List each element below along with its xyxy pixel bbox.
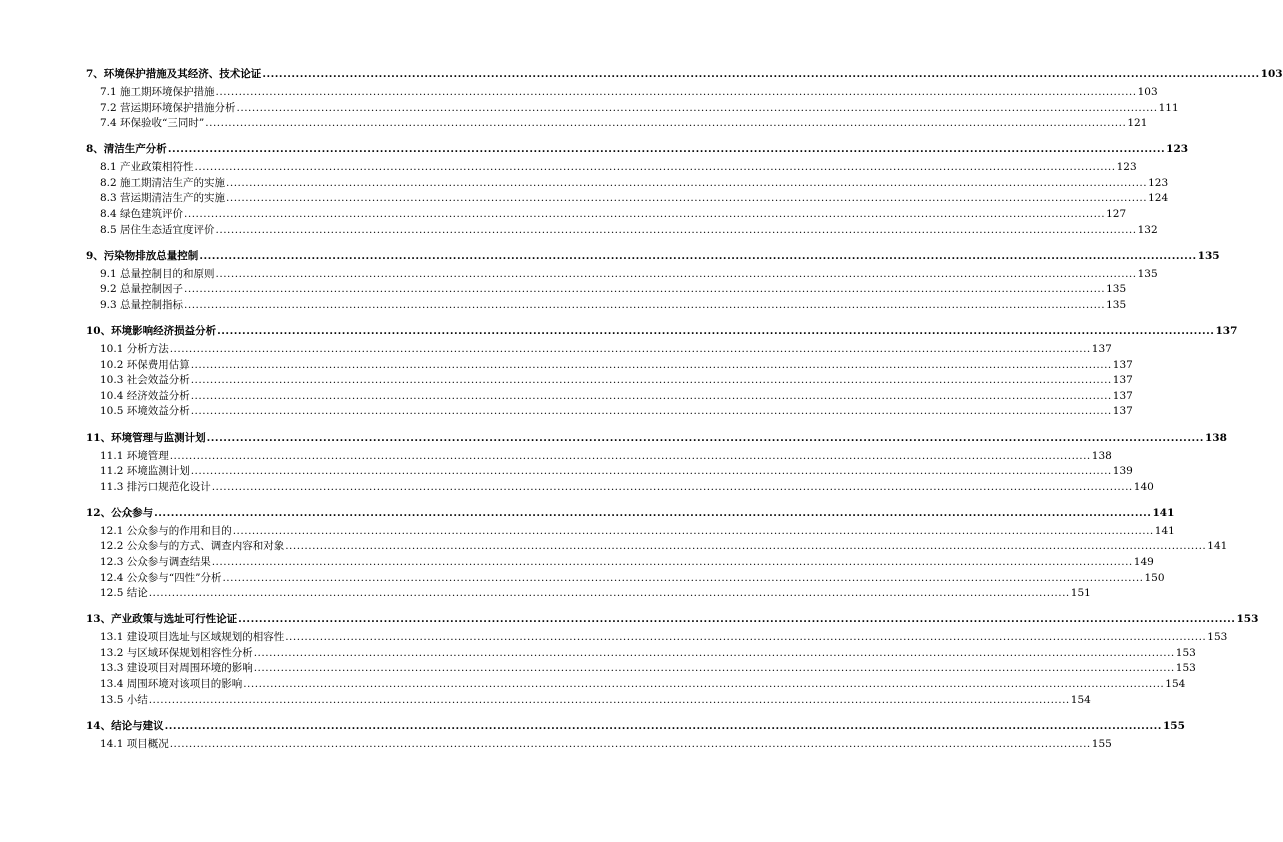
toc-page-number: 141 [1152,506,1175,519]
toc-section-entry[interactable] [86,160,1137,176]
toc-section-entry[interactable] [86,524,1175,540]
toc-dot-leader: ................................................................................................................................................................................................................................................ [184,208,1106,221]
toc-chapter-entry[interactable] [86,609,1259,630]
toc-chapter-entry[interactable] [86,64,1283,85]
toc-dot-leader: ................................................................................................................................................................................................................................................ [253,646,1175,659]
toc-entry-title: 10、环境影响经济损益分析 [86,325,217,338]
toc-entry-title: 13.5 小结 [100,693,148,706]
toc-dot-leader: ................................................................................................................................................................................................................................................ [217,325,1215,338]
toc-section-entry[interactable] [86,677,1186,693]
toc-dot-leader: ................................................................................................................................................................................................................................................ [226,176,1148,189]
toc-page-number: 137 [1091,343,1112,356]
toc-section-entry[interactable] [86,404,1133,420]
toc-dot-leader: ................................................................................................................................................................................................................................................ [169,343,1091,356]
toc-dot-leader: ................................................................................................................................................................................................................................................ [194,161,1116,174]
toc-dot-leader: ................................................................................................................................................................................................................................................ [184,298,1106,311]
toc-section-entry[interactable] [86,571,1165,587]
toc-entry-title: 14.1 项目概况 [100,737,169,750]
toc-section-entry[interactable] [86,661,1196,677]
toc-entry-title: 7.4 环保验收“三同时” [100,117,205,130]
toc-dot-leader: ................................................................................................................................................................................................................................................ [199,249,1197,262]
toc-dot-leader: ................................................................................................................................................................................................................................................ [164,719,1162,732]
toc-entry-title: 11.3 排污口规范化设计 [100,480,211,493]
toc-dot-leader: ................................................................................................................................................................................................................................................ [190,358,1112,371]
toc-entry-title: 11.1 环境管理 [100,449,169,462]
toc-entry-title: 8、清洁生产分析 [86,143,167,156]
toc-section-entry[interactable] [86,282,1127,298]
toc-dot-leader: ................................................................................................................................................................................................................................................ [236,101,1158,114]
toc-entry-title: 12.1 公众参与的作用和目的 [100,524,232,537]
toc-entry-title: 14、结论与建议 [86,719,164,732]
toc-chapter-entry[interactable] [86,321,1238,342]
toc-section-entry[interactable] [86,464,1133,480]
toc-section-entry[interactable] [86,630,1228,646]
toc-dot-leader: ................................................................................................................................................................................................................................................ [190,374,1112,387]
toc-dot-leader: ................................................................................................................................................................................................................................................ [232,524,1154,537]
toc-entry-title: 13.2 与区域环保规划相容性分析 [100,646,253,659]
toc-entry-title: 13.4 周围环境对该项目的影响 [100,678,243,691]
toc-entry-title: 9、污染物排放总量控制 [86,249,199,262]
table-of-contents [86,64,1283,752]
toc-section-entry[interactable] [86,693,1091,709]
toc-dot-leader: ................................................................................................................................................................................................................................................ [169,737,1091,750]
toc-page-number: 155 [1091,737,1112,750]
toc-section-entry[interactable] [86,116,1148,132]
toc-page-number: 138 [1204,431,1227,444]
toc-section-entry[interactable] [86,223,1158,239]
toc-section-entry[interactable] [86,373,1133,389]
toc-dot-leader: ................................................................................................................................................................................................................................................ [148,693,1070,706]
toc-dot-leader: ................................................................................................................................................................................................................................................ [285,540,1207,553]
toc-entry-title: 12.3 公众参与调查结果 [100,555,211,568]
toc-section-entry[interactable] [86,389,1133,405]
toc-page-number: 151 [1070,587,1091,600]
toc-section-entry[interactable] [86,539,1228,555]
toc-chapter-entry[interactable] [86,428,1227,449]
toc-entry-title: 10.3 社会效益分析 [100,374,190,387]
toc-section-entry[interactable] [86,191,1169,207]
toc-entry-title: 12.5 结论 [100,587,148,600]
toc-entry-title: 11.2 环境监测计划 [100,465,190,478]
toc-page-number: 137 [1112,358,1133,371]
toc-dot-leader: ................................................................................................................................................................................................................................................ [167,143,1166,156]
toc-entry-title: 9.3 总量控制指标 [100,298,184,311]
toc-page-number: 135 [1106,283,1127,296]
toc-dot-leader: ................................................................................................................................................................................................................................................ [238,613,1236,626]
toc-page-number: 135 [1106,298,1127,311]
toc-page-number: 153 [1207,631,1228,644]
toc-chapter-entry[interactable] [86,716,1185,737]
toc-page-number: 103 [1137,86,1158,98]
toc-page-number: 154 [1165,678,1186,691]
toc-section-entry[interactable] [86,737,1112,753]
toc-entry-title: 12.4 公众参与“四性”分析 [100,571,222,584]
toc-entry-title: 9.2 总量控制因子 [100,283,184,296]
toc-entry-title: 7.2 营运期环境保护措施分析 [100,101,236,114]
toc-page-number: 154 [1070,693,1091,706]
toc-page-number: 111 [1158,101,1179,114]
toc-section-entry[interactable] [86,555,1154,571]
toc-entry-title: 10.2 环保费用估算 [100,358,190,371]
toc-page-number: 149 [1133,555,1154,568]
toc-section-entry[interactable] [86,646,1196,662]
toc-page-number: 127 [1106,208,1127,221]
toc-section-entry[interactable] [86,85,1158,101]
toc-dot-leader: ................................................................................................................................................................................................................................................ [253,662,1175,675]
toc-entry-title: 8.5 居住生态适宜度评价 [100,223,215,236]
toc-page-number: 137 [1112,374,1133,387]
toc-page-number: 124 [1148,192,1169,205]
toc-dot-leader: ................................................................................................................................................................................................................................................ [190,465,1112,478]
toc-dot-leader: ................................................................................................................................................................................................................................................ [215,86,1137,98]
toc-section-entry[interactable] [86,449,1112,465]
toc-entry-title: 7.1 施工期环境保护措施 [100,86,215,98]
toc-dot-leader: ................................................................................................................................................................................................................................................ [190,389,1112,402]
toc-page-number: 141 [1154,524,1175,537]
toc-entry-title: 8.2 施工期清洁生产的实施 [100,176,226,189]
toc-entry-title: 12、公众参与 [86,506,154,519]
toc-dot-leader: ................................................................................................................................................................................................................................................ [222,571,1144,584]
toc-page-number: 141 [1207,540,1228,553]
toc-entry-title: 8.4 绿色建筑评价 [100,208,184,221]
toc-page-number: 135 [1197,249,1220,262]
toc-page-number: 135 [1137,267,1158,280]
toc-section-entry[interactable] [86,342,1112,358]
toc-entry-title: 13.3 建设项目对周围环境的影响 [100,662,253,675]
toc-dot-leader: ................................................................................................................................................................................................................................................ [154,506,1152,519]
toc-dot-leader: ................................................................................................................................................................................................................................................ [211,480,1133,493]
toc-page-number: 137 [1112,389,1133,402]
toc-section-entry[interactable] [86,586,1091,602]
toc-dot-leader: ................................................................................................................................................................................................................................................ [215,223,1137,236]
toc-page-number: 137 [1215,325,1238,338]
toc-entry-title: 10.5 环境效益分析 [100,405,190,418]
toc-entry-title: 7、环境保护措施及其经济、技术论证 [86,68,262,80]
toc-page-number: 138 [1091,449,1112,462]
toc-section-entry[interactable] [86,101,1179,117]
toc-section-entry[interactable] [86,358,1133,374]
toc-entry-title: 13.1 建设项目选址与区域规划的相容性 [100,631,285,644]
toc-page-number: 103 [1260,68,1283,80]
toc-dot-leader: ................................................................................................................................................................................................................................................ [190,405,1112,418]
toc-page-number: 139 [1112,465,1133,478]
toc-section-entry[interactable] [86,267,1158,283]
toc-section-entry[interactable] [86,207,1127,223]
toc-entry-title: 11、环境管理与监测计划 [86,431,206,444]
toc-chapter-entry[interactable] [86,246,1220,267]
toc-dot-leader: ................................................................................................................................................................................................................................................ [184,283,1106,296]
toc-page-number: 153 [1175,662,1196,675]
toc-chapter-entry[interactable] [86,503,1175,524]
toc-section-entry[interactable] [86,176,1169,192]
toc-entry-title: 10.1 分析方法 [100,343,169,356]
toc-entry-title: 13、产业政策与选址可行性论证 [86,613,238,626]
toc-page-number: 123 [1148,176,1169,189]
toc-dot-leader: ................................................................................................................................................................................................................................................ [226,192,1148,205]
toc-entry-title: 8.3 营运期清洁生产的实施 [100,192,226,205]
toc-entry-title: 10.4 经济效益分析 [100,389,190,402]
toc-entry-title: 8.1 产业政策相符性 [100,161,194,174]
toc-page-number: 137 [1112,405,1133,418]
toc-chapter-entry[interactable] [86,139,1189,160]
toc-dot-leader: ................................................................................................................................................................................................................................................ [169,449,1091,462]
toc-page-number: 153 [1236,613,1259,626]
toc-page-number: 140 [1133,480,1154,493]
toc-dot-leader: ................................................................................................................................................................................................................................................ [148,587,1070,600]
toc-page-number: 121 [1127,117,1148,130]
toc-page-number: 153 [1175,646,1196,659]
toc-entry-title: 12.2 公众参与的方式、调查内容和对象 [100,540,285,553]
toc-dot-leader: ................................................................................................................................................................................................................................................ [211,555,1133,568]
toc-dot-leader: ................................................................................................................................................................................................................................................ [262,68,1260,80]
toc-dot-leader: ................................................................................................................................................................................................................................................ [215,267,1137,280]
toc-page-number: 155 [1162,719,1185,732]
toc-dot-leader: ................................................................................................................................................................................................................................................ [243,678,1165,691]
toc-dot-leader: ................................................................................................................................................................................................................................................ [285,631,1207,644]
toc-section-entry[interactable] [86,480,1154,496]
toc-dot-leader: ................................................................................................................................................................................................................................................ [206,431,1204,444]
toc-page-number: 150 [1144,571,1165,584]
toc-entry-title: 9.1 总量控制目的和原则 [100,267,215,280]
toc-page-number: 123 [1166,143,1189,156]
toc-page-number: 132 [1137,223,1158,236]
toc-section-entry[interactable] [86,298,1127,314]
toc-page-number: 123 [1116,161,1137,174]
toc-dot-leader: ................................................................................................................................................................................................................................................ [205,117,1127,130]
